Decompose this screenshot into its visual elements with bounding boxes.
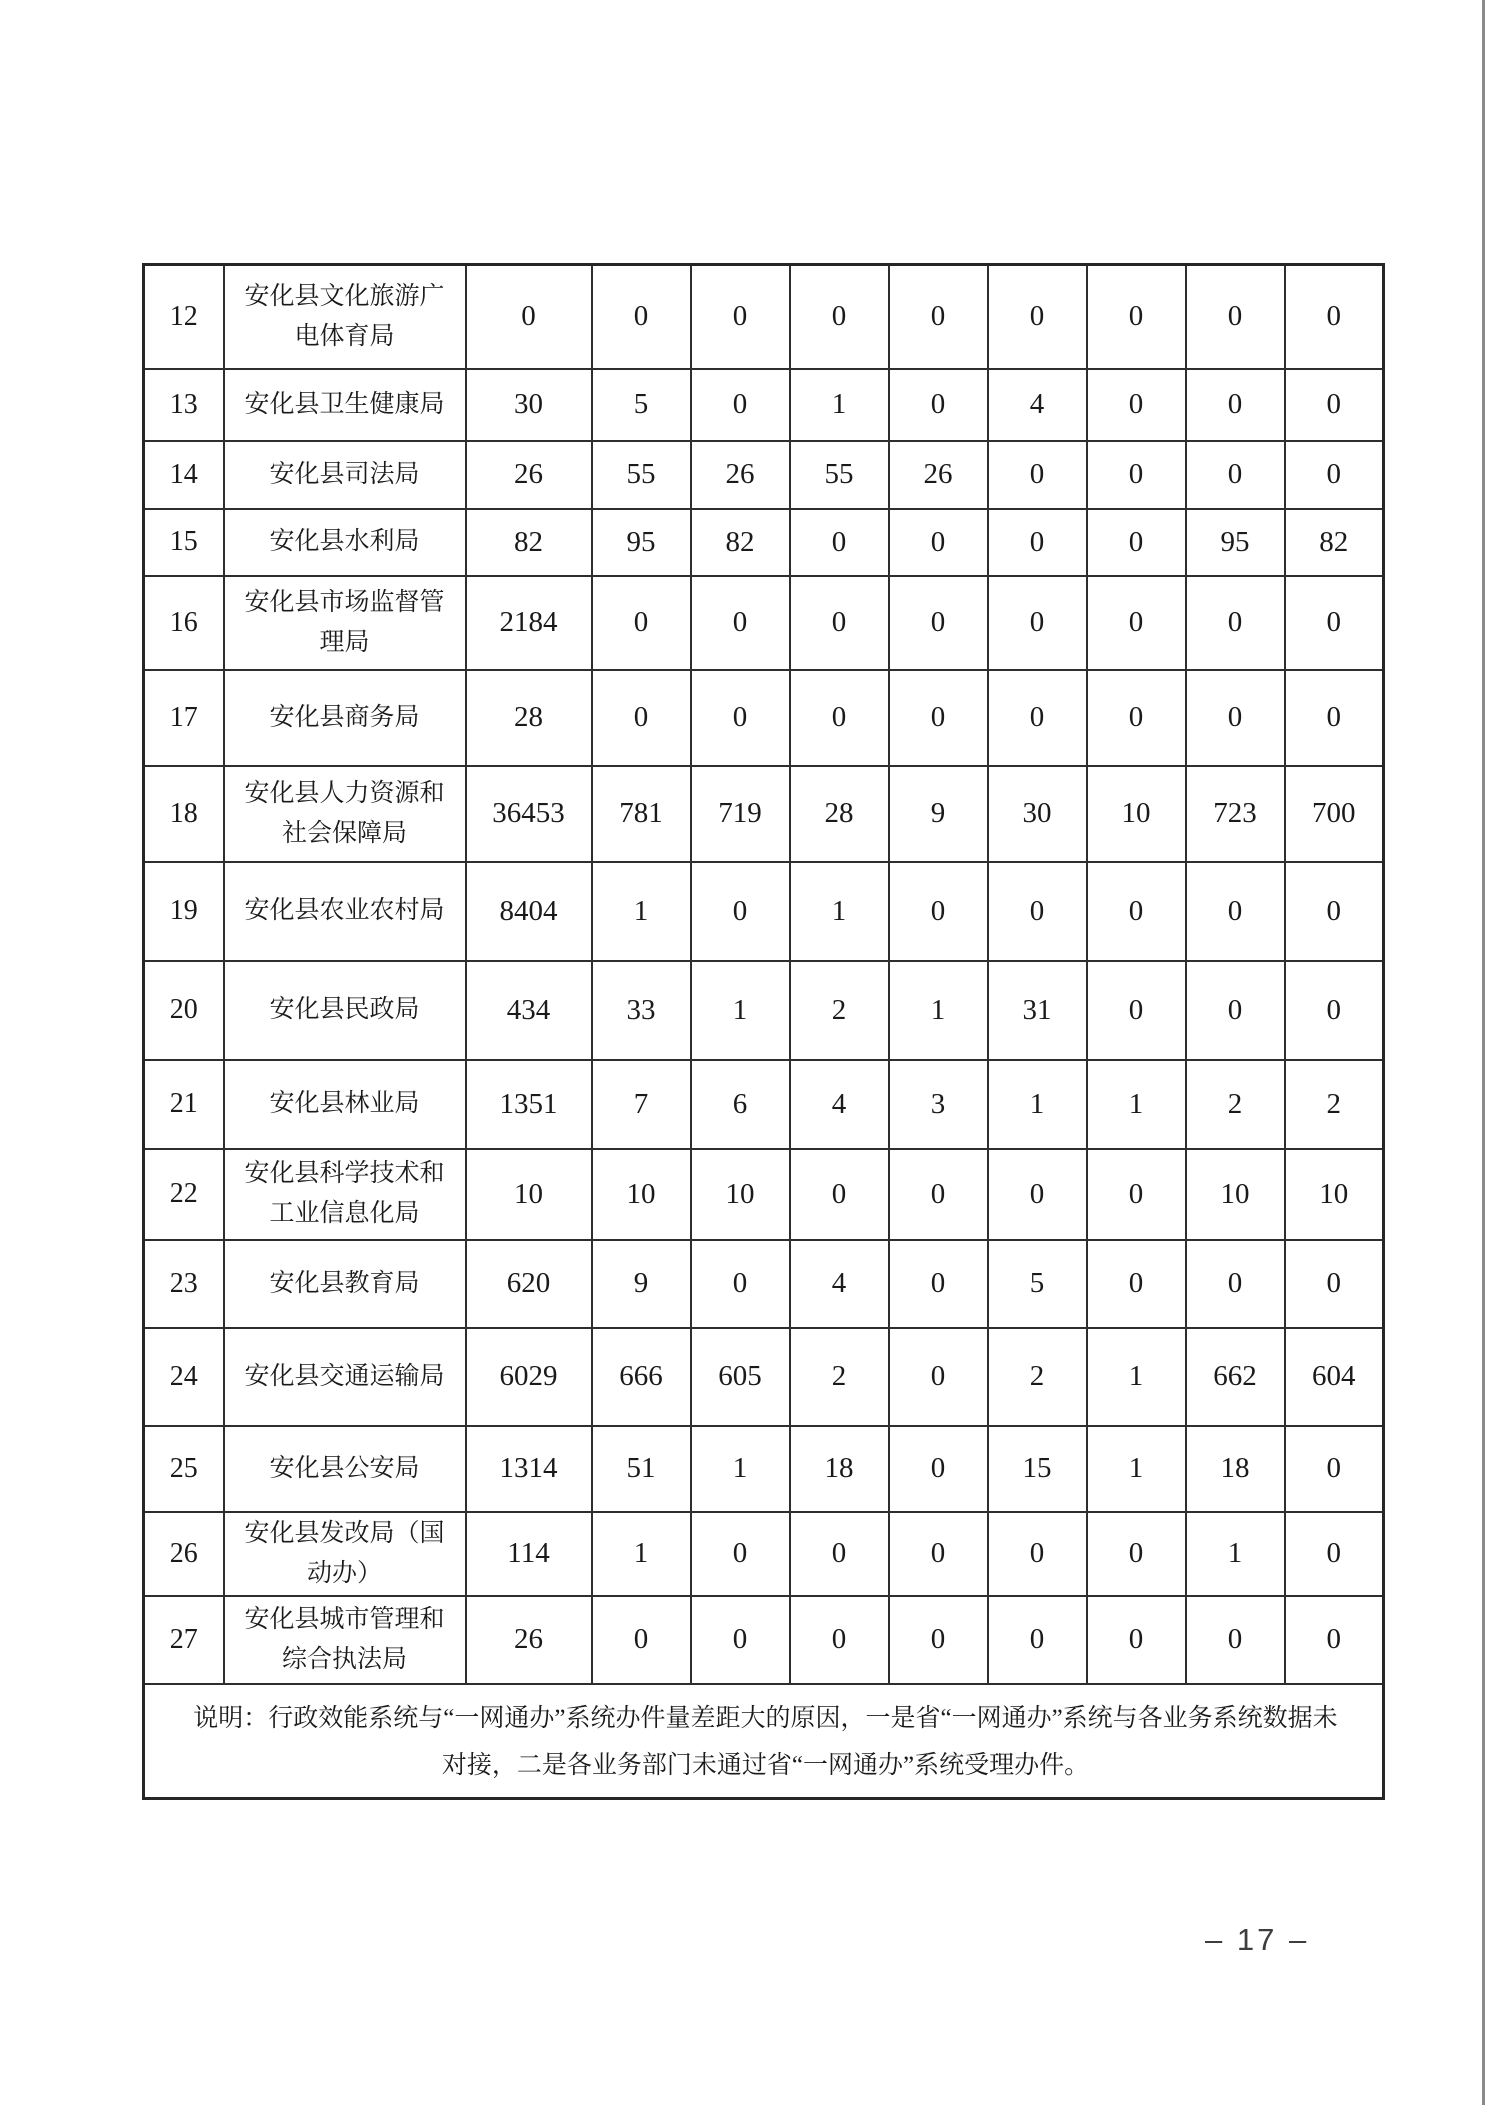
value-cell: 781 [592, 766, 691, 862]
department-name-cell: 安化县文化旅游广电体育局 [224, 265, 466, 369]
value-cell: 0 [592, 265, 691, 369]
row-number-cell: 27 [144, 1596, 224, 1684]
value-cell: 0 [988, 670, 1087, 766]
value-cell: 0 [1186, 576, 1285, 670]
value-cell: 1314 [466, 1426, 592, 1512]
department-name-cell: 安化县城市管理和综合执法局 [224, 1596, 466, 1684]
value-cell: 0 [889, 576, 988, 670]
value-cell: 82 [466, 509, 592, 576]
value-cell: 10 [592, 1149, 691, 1240]
value-cell: 0 [790, 265, 889, 369]
table-row [144, 441, 1384, 509]
value-cell: 1 [1087, 1328, 1186, 1426]
note-row [144, 1684, 1384, 1799]
value-cell: 0 [1087, 441, 1186, 509]
value-cell: 114 [466, 1512, 592, 1596]
value-cell: 3 [889, 1060, 988, 1149]
department-name-cell: 安化县教育局 [224, 1240, 466, 1328]
value-cell: 26 [889, 441, 988, 509]
scan-edge-line [1482, 0, 1485, 2105]
value-cell: 95 [1186, 509, 1285, 576]
department-name-cell: 安化县人力资源和社会保障局 [224, 766, 466, 862]
table-body [144, 265, 1384, 1684]
value-cell: 0 [1087, 369, 1186, 441]
table-row [144, 509, 1384, 576]
value-cell: 0 [691, 265, 790, 369]
row-number-cell: 14 [144, 441, 224, 509]
table-row [144, 766, 1384, 862]
table-row [144, 1149, 1384, 1240]
table-row [144, 265, 1384, 369]
department-stats-table [142, 263, 1385, 1800]
value-cell: 8404 [466, 862, 592, 961]
value-cell: 1 [988, 1060, 1087, 1149]
value-cell: 18 [790, 1426, 889, 1512]
row-number-cell: 26 [144, 1512, 224, 1596]
value-cell: 0 [1186, 441, 1285, 509]
value-cell: 0 [1285, 961, 1384, 1060]
table-row [144, 961, 1384, 1060]
value-cell: 0 [1087, 1149, 1186, 1240]
value-cell: 0 [1285, 1240, 1384, 1328]
value-cell: 31 [988, 961, 1087, 1060]
value-cell: 26 [466, 1596, 592, 1684]
value-cell: 0 [889, 1240, 988, 1328]
value-cell: 1 [790, 369, 889, 441]
value-cell: 0 [790, 1149, 889, 1240]
value-cell: 33 [592, 961, 691, 1060]
value-cell: 18 [1186, 1426, 1285, 1512]
value-cell: 0 [1087, 670, 1186, 766]
value-cell: 0 [592, 576, 691, 670]
value-cell: 719 [691, 766, 790, 862]
table-row [144, 576, 1384, 670]
row-number-cell: 22 [144, 1149, 224, 1240]
value-cell: 0 [988, 509, 1087, 576]
row-number-cell: 24 [144, 1328, 224, 1426]
value-cell: 0 [889, 1512, 988, 1596]
value-cell: 0 [1285, 670, 1384, 766]
value-cell: 95 [592, 509, 691, 576]
value-cell: 1 [691, 1426, 790, 1512]
value-cell: 0 [889, 1596, 988, 1684]
row-number-cell: 25 [144, 1426, 224, 1512]
table-row [144, 862, 1384, 961]
department-name-cell: 安化县商务局 [224, 670, 466, 766]
value-cell: 5 [988, 1240, 1087, 1328]
value-cell: 2 [1186, 1060, 1285, 1149]
value-cell: 55 [790, 441, 889, 509]
value-cell: 2 [790, 961, 889, 1060]
value-cell: 1 [691, 961, 790, 1060]
value-cell: 0 [889, 862, 988, 961]
value-cell: 15 [988, 1426, 1087, 1512]
value-cell: 0 [691, 670, 790, 766]
row-number-cell: 23 [144, 1240, 224, 1328]
value-cell: 0 [691, 576, 790, 670]
value-cell: 28 [790, 766, 889, 862]
value-cell: 9 [592, 1240, 691, 1328]
table-row [144, 1328, 1384, 1426]
department-name-cell: 安化县交通运输局 [224, 1328, 466, 1426]
value-cell: 700 [1285, 766, 1384, 862]
value-cell: 0 [691, 862, 790, 961]
value-cell: 0 [988, 862, 1087, 961]
value-cell: 620 [466, 1240, 592, 1328]
value-cell: 604 [1285, 1328, 1384, 1426]
value-cell: 0 [1087, 265, 1186, 369]
value-cell: 0 [988, 1512, 1087, 1596]
value-cell: 0 [889, 1328, 988, 1426]
value-cell: 4 [988, 369, 1087, 441]
value-cell: 4 [790, 1240, 889, 1328]
row-number-cell: 17 [144, 670, 224, 766]
value-cell: 2 [988, 1328, 1087, 1426]
value-cell: 10 [1087, 766, 1186, 862]
value-cell: 26 [691, 441, 790, 509]
table-row [144, 1240, 1384, 1328]
value-cell: 0 [1285, 862, 1384, 961]
value-cell: 5 [592, 369, 691, 441]
row-number-cell: 12 [144, 265, 224, 369]
value-cell: 10 [466, 1149, 592, 1240]
department-name-cell: 安化县农业农村局 [224, 862, 466, 961]
value-cell: 30 [466, 369, 592, 441]
value-cell: 1 [1087, 1426, 1186, 1512]
value-cell: 0 [889, 1149, 988, 1240]
value-cell: 7 [592, 1060, 691, 1149]
value-cell: 0 [889, 265, 988, 369]
value-cell: 0 [1186, 1596, 1285, 1684]
value-cell: 1 [889, 961, 988, 1060]
department-name-cell: 安化县科学技术和工业信息化局 [224, 1149, 466, 1240]
value-cell: 605 [691, 1328, 790, 1426]
row-number-cell: 13 [144, 369, 224, 441]
value-cell: 0 [1087, 862, 1186, 961]
value-cell: 0 [466, 265, 592, 369]
value-cell: 9 [889, 766, 988, 862]
value-cell: 10 [1285, 1149, 1384, 1240]
value-cell: 0 [1186, 670, 1285, 766]
value-cell: 0 [1087, 1596, 1186, 1684]
row-number-cell: 21 [144, 1060, 224, 1149]
value-cell: 10 [1186, 1149, 1285, 1240]
value-cell: 0 [1186, 1240, 1285, 1328]
department-name-cell: 安化县水利局 [224, 509, 466, 576]
value-cell: 0 [790, 576, 889, 670]
value-cell: 0 [1186, 369, 1285, 441]
value-cell: 0 [691, 1240, 790, 1328]
row-number-cell: 15 [144, 509, 224, 576]
department-name-cell: 安化县市场监督管理局 [224, 576, 466, 670]
row-number-cell: 18 [144, 766, 224, 862]
table-row [144, 670, 1384, 766]
value-cell: 0 [889, 369, 988, 441]
value-cell: 0 [988, 441, 1087, 509]
row-number-cell: 20 [144, 961, 224, 1060]
value-cell: 0 [1087, 576, 1186, 670]
note-line-1: 说明：行政效能系统与“一网通办”系统办件量差距大的原因，一是省“一网通办”系统与各业务系统数据未 [193, 1704, 1338, 1732]
department-name-cell: 安化县民政局 [224, 961, 466, 1060]
value-cell: 434 [466, 961, 592, 1060]
value-cell: 0 [1285, 369, 1384, 441]
value-cell: 1 [592, 1512, 691, 1596]
value-cell: 0 [1087, 1240, 1186, 1328]
value-cell: 1 [790, 862, 889, 961]
row-number-cell: 19 [144, 862, 224, 961]
table-note-section [144, 1684, 1384, 1799]
value-cell: 6029 [466, 1328, 592, 1426]
table-row [144, 1060, 1384, 1149]
note-line-2: 对接，二是各业务部门未通过省“一网通办”系统受理办件。 [441, 1751, 1090, 1779]
value-cell: 0 [1087, 1512, 1186, 1596]
value-cell: 0 [691, 1512, 790, 1596]
value-cell: 0 [790, 1512, 889, 1596]
department-name-cell: 安化县林业局 [224, 1060, 466, 1149]
value-cell: 0 [1285, 1596, 1384, 1684]
value-cell: 82 [691, 509, 790, 576]
value-cell: 0 [988, 265, 1087, 369]
value-cell: 2 [1285, 1060, 1384, 1149]
value-cell: 0 [1087, 961, 1186, 1060]
value-cell: 30 [988, 766, 1087, 862]
value-cell: 26 [466, 441, 592, 509]
value-cell: 723 [1186, 766, 1285, 862]
department-name-cell: 安化县发改局（国动办） [224, 1512, 466, 1596]
value-cell: 662 [1186, 1328, 1285, 1426]
value-cell: 10 [691, 1149, 790, 1240]
value-cell: 0 [988, 1149, 1087, 1240]
note-cell [144, 1684, 1384, 1799]
value-cell: 0 [1285, 265, 1384, 369]
value-cell: 0 [790, 1596, 889, 1684]
value-cell: 0 [691, 1596, 790, 1684]
table-row [144, 1512, 1384, 1596]
value-cell: 0 [889, 509, 988, 576]
value-cell: 0 [592, 670, 691, 766]
value-cell: 82 [1285, 509, 1384, 576]
value-cell: 0 [1186, 265, 1285, 369]
value-cell: 0 [1186, 862, 1285, 961]
value-cell: 0 [790, 509, 889, 576]
value-cell: 0 [1285, 441, 1384, 509]
value-cell: 55 [592, 441, 691, 509]
department-name-cell: 安化县司法局 [224, 441, 466, 509]
table-row [144, 1426, 1384, 1512]
value-cell: 1 [1186, 1512, 1285, 1596]
department-name-cell: 安化县公安局 [224, 1426, 466, 1512]
value-cell: 36453 [466, 766, 592, 862]
value-cell: 28 [466, 670, 592, 766]
value-cell: 2 [790, 1328, 889, 1426]
row-number-cell: 16 [144, 576, 224, 670]
value-cell: 0 [889, 670, 988, 766]
value-cell: 0 [790, 670, 889, 766]
value-cell: 0 [889, 1426, 988, 1512]
value-cell: 0 [1285, 576, 1384, 670]
department-name-cell: 安化县卫生健康局 [224, 369, 466, 441]
value-cell: 0 [1285, 1512, 1384, 1596]
value-cell: 4 [790, 1060, 889, 1149]
value-cell: 0 [988, 576, 1087, 670]
value-cell: 0 [691, 369, 790, 441]
value-cell: 0 [1285, 1426, 1384, 1512]
value-cell: 2184 [466, 576, 592, 670]
value-cell: 0 [592, 1596, 691, 1684]
value-cell: 0 [988, 1596, 1087, 1684]
value-cell: 0 [1087, 509, 1186, 576]
table-row [144, 369, 1384, 441]
value-cell: 1351 [466, 1060, 592, 1149]
value-cell: 1 [1087, 1060, 1186, 1149]
value-cell: 666 [592, 1328, 691, 1426]
page-number: – 17 – [1205, 1922, 1310, 1957]
value-cell: 1 [592, 862, 691, 961]
value-cell: 51 [592, 1426, 691, 1512]
value-cell: 6 [691, 1060, 790, 1149]
table-row [144, 1596, 1384, 1684]
value-cell: 0 [1186, 961, 1285, 1060]
